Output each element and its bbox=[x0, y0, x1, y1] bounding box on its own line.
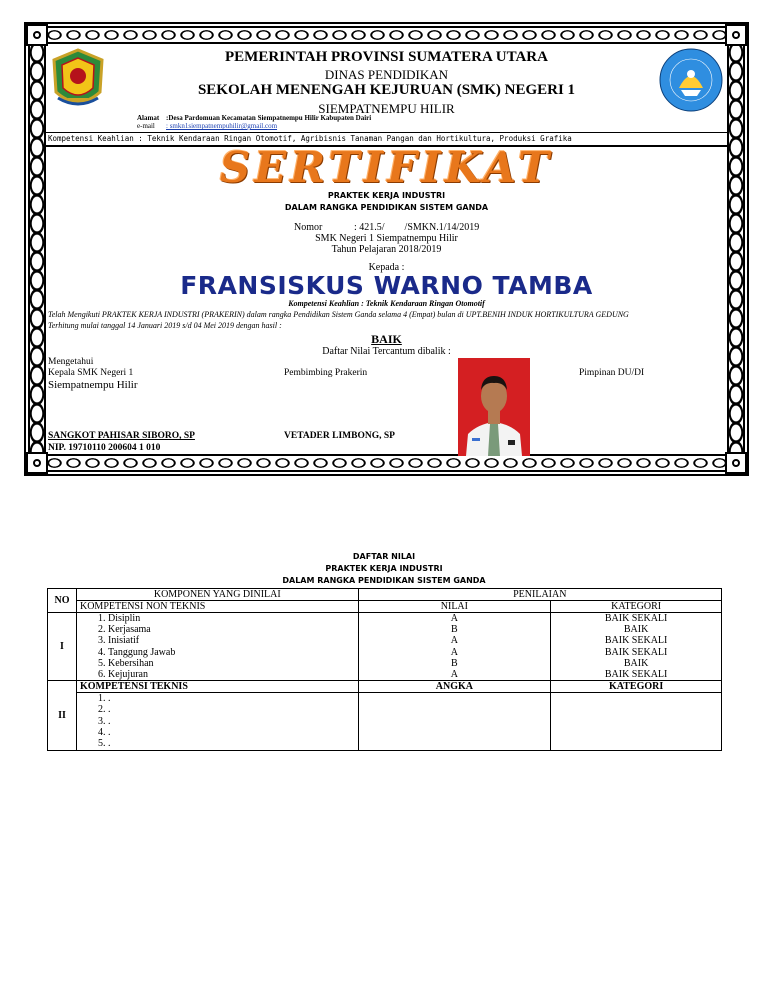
certificate-subtitle2: DALAM RANGKA PENDIDIKAN SISTEM GANDA bbox=[284, 203, 489, 212]
list-item: 1. . bbox=[108, 693, 355, 704]
section2-header-row bbox=[48, 681, 722, 693]
section2-col-b: KATEGORI bbox=[551, 681, 722, 693]
list-item: 3. . bbox=[108, 716, 355, 727]
statement-line1: Telah Mengikuti PRAKTEK KERJA INDUSTRI (PRAKERIN) dalam rangka Pendidikan Sistem Ganda selama 4 (Empat) bulan di UPT.BENIH INDUK HORTIKULTURA GEDUNG bbox=[48, 310, 629, 319]
nilai-value: A bbox=[450, 635, 458, 647]
section2-header: KOMPETENSI TEKNIS bbox=[76, 681, 358, 693]
section1-col-b: KATEGORI bbox=[551, 601, 722, 613]
header-line3: SEKOLAH MENENGAH KEJURUAN (SMK) NEGERI 1 bbox=[197, 82, 576, 98]
grades-title1: DAFTAR NILAI bbox=[352, 552, 416, 561]
kategori-value: BAIK bbox=[623, 657, 649, 669]
email-label: e-mail bbox=[137, 122, 155, 130]
headmaster-name: SANGKOT PAHISAR SIBORO, SP bbox=[48, 431, 195, 441]
kategori-value: BAIK SEKALI bbox=[604, 613, 668, 624]
section2-angka bbox=[358, 693, 551, 751]
corner-ornament bbox=[26, 24, 48, 46]
result-grade: BAIK bbox=[371, 332, 402, 346]
section2-no: II bbox=[48, 681, 77, 751]
kepada-label: Kepada : bbox=[368, 262, 405, 273]
corner-ornament bbox=[26, 452, 48, 474]
section2-col-a: ANGKA bbox=[358, 681, 551, 693]
academic-year: Tahun Pelajaran 2018/2019 bbox=[331, 244, 442, 255]
nilai-value: B bbox=[451, 657, 458, 669]
kategori-value: BAIK SEKALI bbox=[604, 635, 668, 647]
student-photo bbox=[458, 358, 530, 456]
list-item: 5. . bbox=[108, 738, 355, 749]
list-item: 2. . bbox=[108, 704, 355, 715]
header-line1: PEMERINTAH PROVINSI SUMATERA UTARA bbox=[225, 49, 548, 65]
nilai-value: A bbox=[450, 613, 458, 624]
col-komponen-header: KOMPONEN YANG DINILAI bbox=[76, 589, 358, 601]
competency-line: Kompetensi Keahlian : Teknik Kendaraan Ringan Otomotif, Agribisnis Tanaman Pangan dan Hortikultura, Produksi Grafika bbox=[48, 134, 572, 143]
headmaster-title: Kepala SMK Negeri 1 bbox=[48, 368, 134, 378]
list-item: 6. Kejujuran bbox=[108, 669, 355, 680]
list-item: 4. . bbox=[108, 727, 355, 738]
certificate-title: SERTIFIKAT bbox=[219, 143, 554, 192]
statement-line2: Terhitung mulai tanggal 14 Januari 2019 s/d 04 Mei 2019 dengan hasil : bbox=[48, 321, 282, 330]
header-divider bbox=[46, 132, 727, 133]
col-penilaian-header: PENILAIAN bbox=[358, 589, 721, 601]
section1-no: I bbox=[48, 613, 77, 681]
certificate-subtitle1: PRAKTEK KERJA INDUSTRI bbox=[327, 191, 446, 200]
border-bottom bbox=[26, 452, 747, 474]
mentor-title: Pembimbing Prakerin bbox=[284, 368, 368, 378]
headmaster-nip: NIP. 19710110 200604 1 010 bbox=[48, 443, 161, 453]
email-link[interactable]: : smkn1siempatnempuhilir@gmail.com bbox=[166, 122, 278, 130]
nomor-label: Nomor bbox=[294, 222, 323, 233]
kategori-value: BAIK SEKALI bbox=[604, 646, 668, 658]
corner-ornament bbox=[725, 452, 747, 474]
kategori-value: BAIK SEKALI bbox=[604, 669, 668, 681]
header-line2: DINAS PENDIDIKAN bbox=[324, 67, 449, 82]
section1-nilai bbox=[358, 613, 551, 681]
list-item: 4. Tanggung Jawab bbox=[108, 647, 355, 658]
company-leader-title: Pimpinan DU/DI bbox=[579, 368, 645, 378]
address-label: Alamat bbox=[137, 114, 160, 122]
grades-title2: PRAKTEK KERJA INDUSTRI bbox=[325, 564, 443, 573]
grades-table bbox=[47, 588, 722, 751]
school-name: SMK Negeri 1 Siempatnempu Hilir bbox=[315, 233, 458, 244]
mengetahui-label: Mengetahui bbox=[48, 357, 94, 367]
section1-items bbox=[76, 613, 358, 681]
section2-body-row bbox=[48, 693, 722, 751]
section1-kategori bbox=[551, 613, 722, 681]
headmaster-title2: Siempatnempu Hilir bbox=[48, 379, 138, 391]
certificate-body bbox=[48, 46, 725, 452]
section1-col-a: NILAI bbox=[358, 601, 551, 613]
corner-ornament bbox=[725, 24, 747, 46]
recipient-competency: Kompetensi Keahlian : Teknik Kendaraan Ringan Otomotif bbox=[288, 299, 485, 308]
grades-title3: DALAM RANGKA PENDIDIKAN SISTEM GANDA bbox=[282, 576, 486, 585]
border-right bbox=[725, 24, 747, 474]
grade-note: Daftar Nilai Tercantum dibalik : bbox=[322, 346, 451, 357]
list-item: 5. Kebersihan bbox=[108, 658, 355, 669]
list-item: 1. Disiplin bbox=[108, 613, 355, 624]
nilai-value: B bbox=[451, 624, 458, 636]
mentor-name: VETADER LIMBONG, SP bbox=[284, 431, 395, 441]
nomor-value: : 421.5/ /SMKN.1/14/2019 bbox=[354, 222, 480, 233]
list-item: 3. Inisiatif bbox=[108, 635, 355, 646]
kategori-value: BAIK bbox=[623, 624, 649, 636]
certificate bbox=[24, 22, 749, 476]
section2-items bbox=[76, 693, 358, 751]
border-left bbox=[26, 24, 48, 474]
section1-header: KOMPETENSI NON TEKNIS bbox=[76, 601, 358, 613]
recipient-name: FRANSISKUS WARNO TAMBA bbox=[180, 271, 593, 300]
list-item: 2. Kerjasama bbox=[108, 624, 355, 635]
section1-header-row bbox=[48, 601, 722, 613]
table-header-row bbox=[48, 589, 722, 601]
nilai-value: A bbox=[450, 646, 458, 658]
address-value: :Desa Pardomuan Kecamatan Siempatnempu Hilir Kabupaten Dairi bbox=[166, 114, 372, 122]
col-no-header: NO bbox=[48, 589, 77, 613]
header-line4: SIEMPATNEMPU HILIR bbox=[318, 101, 455, 116]
nilai-value: A bbox=[450, 669, 458, 681]
section2-kategori bbox=[551, 693, 722, 751]
section1-body-row bbox=[48, 613, 722, 681]
border-top bbox=[26, 24, 747, 46]
